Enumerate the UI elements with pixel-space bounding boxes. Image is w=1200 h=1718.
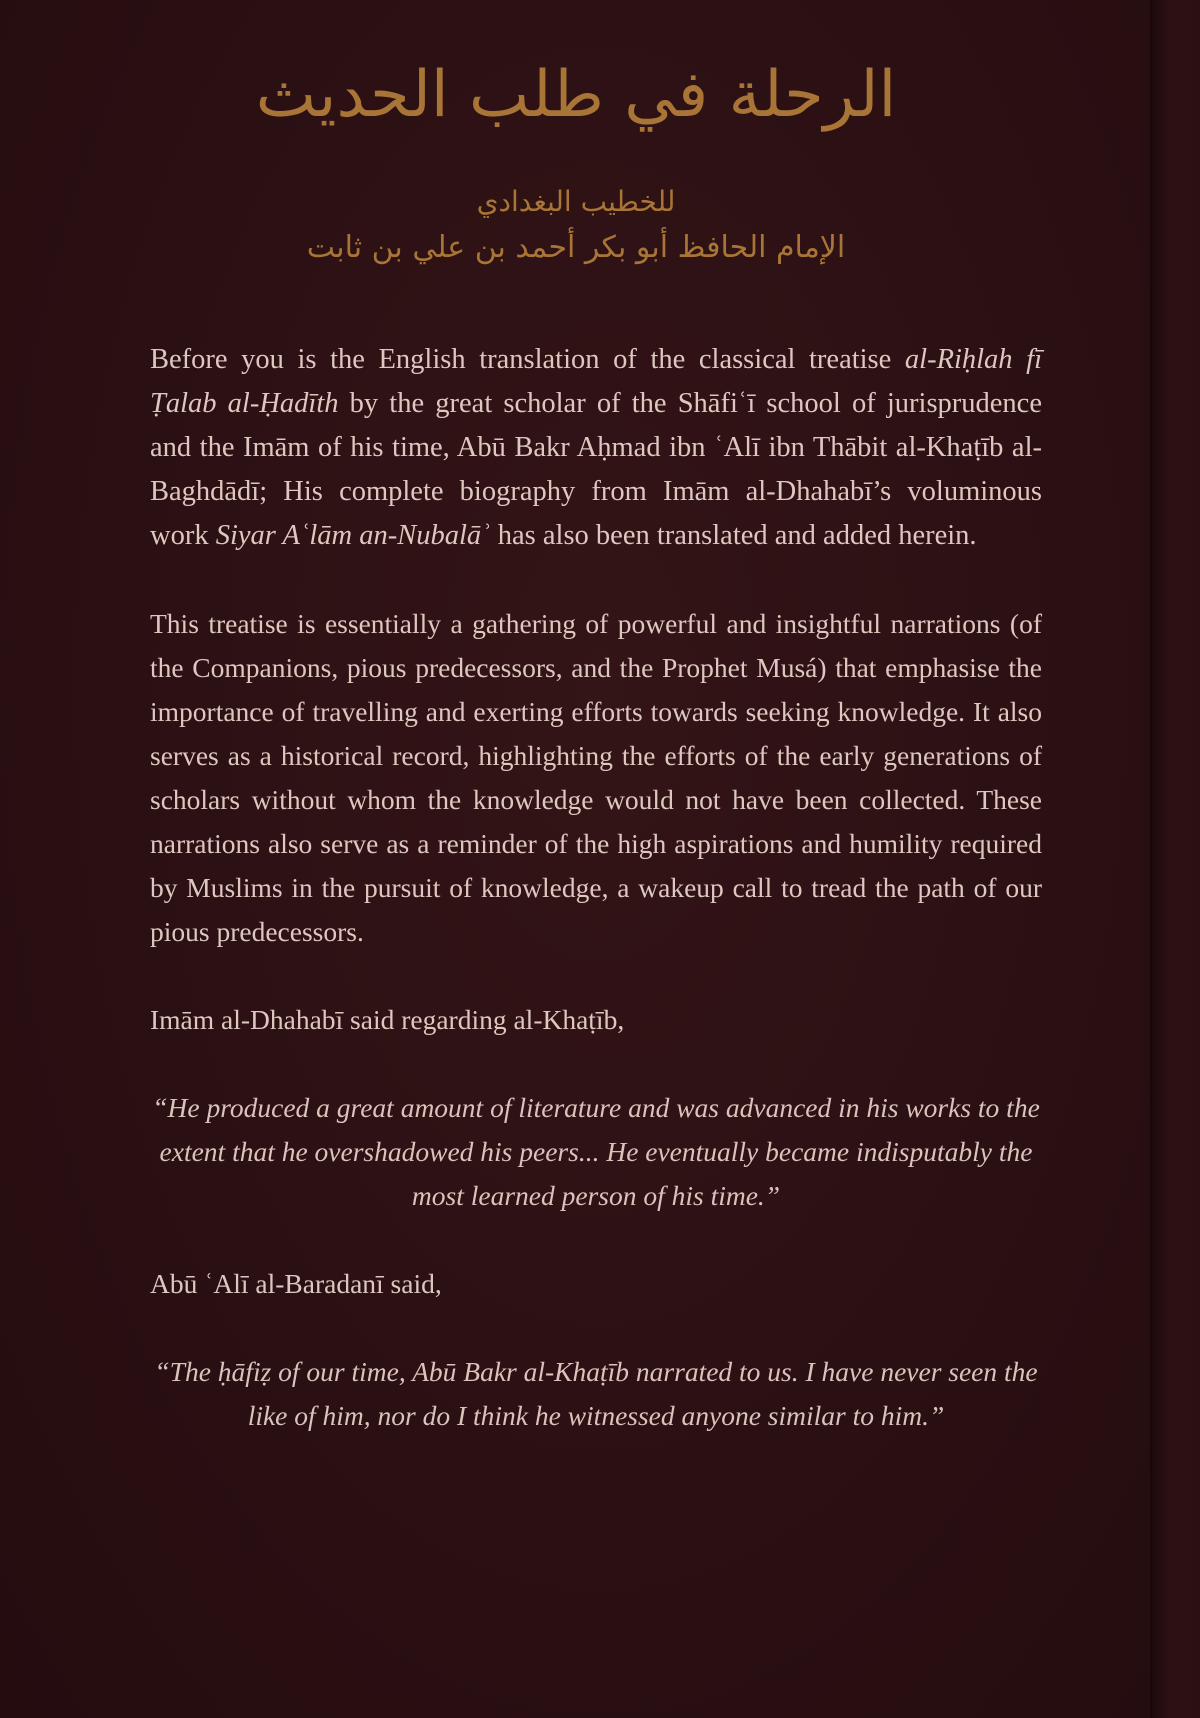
text-run: Before you is the English translation of the classical treatise: [150, 344, 905, 375]
quote-intro-dhahabi: Imām al-Dhahabī said regarding al-Khaṭīb,: [150, 1004, 625, 1035]
arabic-author-line: للخطيب البغدادي: [476, 185, 676, 218]
siyar-title-italic: Siyar Aʿlām an-Nubalāʾ: [215, 520, 491, 551]
paragraph-introduction: [150, 338, 1042, 558]
blurb-text: [150, 338, 1042, 1482]
quote-dhahabi: “He produced a great amount of literature and was advanced in his works to the extent that he overshadowed his peers... He eventually became indisputably the most learned person of his time.”: [152, 1092, 1040, 1211]
text-run: has also been translated and added herein.: [490, 520, 977, 551]
arabic-calligraphy-title: الرحلة في طلب الحديث: [255, 58, 897, 132]
paragraph-description: This treatise is essentially a gathering of powerful and insightful narrations (of the Companions, pious predecessors, and the Prophet Musá) that emphasise the importance of travelling and exerting efforts towards seeking knowledge. It also serves as a historical record, highlighting the efforts of the early generations of scholars without whom the knowledge would not have been collected. These narrations also serve as a reminder of the high aspirations and humility required by Muslims in the pursuit of knowledge, a wakeup call to tread the path of our pious predecessors.: [150, 608, 1042, 947]
quote-intro-baradani: Abū ʿAlī al-Baradanī said,: [150, 1268, 442, 1299]
text-run: by the great scholar of the Shāfiʿī school of jurisprudence and the Imām of his time, Abū Bakr Aḥmad ibn ʿAlī ibn Thābit al-Khaṭīb al-Baghdādī; His complete biography from Imām al-Dhahabī’s voluminous work: [150, 388, 1042, 551]
quote-baradani: “The ḥāfiẓ of our time, Abū Bakr al-Khaṭīb narrated to us. I have never seen the like of him, nor do I think he witnessed anyone similar to him.”: [154, 1356, 1038, 1431]
book-title-italic: al-Riḥlah fī Ṭalab al-Ḥadīth: [150, 344, 1042, 419]
book-spine-edge: [1150, 0, 1200, 1718]
arabic-header: [0, 50, 1152, 270]
arabic-author-full-name: الإمام الحافظ أبو بكر أحمد بن علي بن ثابت: [306, 230, 846, 265]
